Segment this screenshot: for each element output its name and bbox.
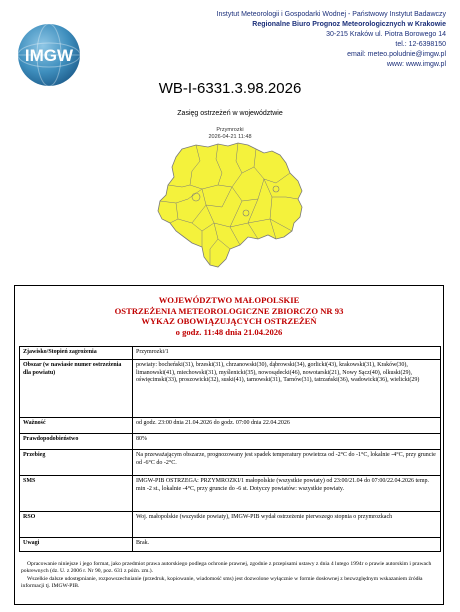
row-label: Obszar (w nawiasie numer ostrzeżenia dla powiatu)	[20, 360, 133, 418]
header-list: WYKAZ OBOWIĄZUJĄCYCH OSTRZEŻEŃ	[141, 316, 317, 326]
document-number: WB-I-6331.3.98.2026	[158, 80, 302, 97]
row-label: Ważność	[20, 418, 133, 434]
table-row	[20, 538, 441, 552]
warning-header	[15, 295, 443, 337]
row-value: Przymrozki/1	[133, 347, 441, 360]
warning-map	[130, 127, 330, 275]
scope-label: Zasięg ostrzeżeń w województwie	[177, 110, 283, 117]
row-value: powiaty: bocheński(31), brzeski(31), chrzanowski(30), dąbrowski(34), gorlicki(43), krakowski(31), Kraków(30), limanowski(41), miechowski(31), myślenicki(35), nowosądecki(46), nowotarski(21), Nowy Sącz(40), olkuski(29), oświęcimski(33), proszowicki(32), suski(41), tarnowski(31), Tarnów(31), tatrzański(36), wadowicki(36), wielicki(29)	[133, 360, 441, 418]
email[interactable]: email: meteo.poludnie@imgw.pl	[347, 51, 446, 58]
row-value: IMGW-PIB OSTRZEGA: PRZYMROZKI/1 małopolskie (wszystkie powiaty) od 23:00/21.04 do 07:00/22.04.2026 temp. min -2 st., lokalnie -4°C, przy gruncie do -6 st. Dotyczy powiatów: wszystkie powiaty.	[133, 476, 441, 512]
header-summary: OSTRZEŻENIA METEOROLOGICZNE ZBIORCZO NR 93	[114, 305, 344, 316]
warning-table	[19, 346, 441, 552]
table-row	[20, 434, 441, 450]
malopolska-region	[158, 143, 302, 267]
logo-text: IMGW	[24, 46, 74, 65]
table-row	[20, 450, 441, 476]
row-label: Przebieg	[20, 450, 133, 476]
row-label: RSO	[20, 512, 133, 538]
institute-name: Instytut Meteorologii i Gospodarki Wodnej - Państwowy Instytut Badawczy	[216, 11, 446, 18]
map-phenomenon: Przymrozki	[216, 127, 244, 133]
copyright-paragraph: Opracowanie niniejsze i jego format, jako przedmiot prawa autorskiego podlega ochronie prawnej, zgodnie z przepisami ustawy z dnia 4 lutego 1994r o prawie autorskim i prawach pokrewnych (dz. U. z 2006 r. Nr 90, poz. 631 z późn. zm.).	[21, 561, 432, 575]
header-voivodeship: WOJEWÓDZTWO MAŁOPOLSKIE	[158, 295, 300, 305]
imgw-logo	[16, 22, 82, 88]
row-label: SMS	[20, 476, 133, 512]
table-row	[20, 347, 441, 360]
row-label: Prawdopodobieństwo	[20, 434, 133, 450]
row-value: Na przeważającym obszarze, prognozowany jest spadek temperatury powietrza od -2°C do -1°C, lokalnie -4°C, przy gruncie od -6°C do -2°C.	[133, 450, 441, 476]
phone: tel.: 12-6398150	[395, 41, 446, 48]
distribution-paragraph: Wszelkie dalsze udostępnianie, rozpowszechnianie (przedruk, kopiowanie, wiadomość sms) jest dozwolone wyłącznie w formie dosłownej z bezwzględnym wskazaniem źródła informacji tj. IMGW-PIB.	[21, 575, 423, 590]
regional-office: Regionalne Biuro Prognoz Meteorologicznych w Krakowie	[252, 21, 446, 28]
row-value: Brak.	[133, 538, 441, 552]
copyright-footer	[19, 559, 437, 593]
table-row	[20, 476, 441, 512]
table-row	[20, 418, 441, 434]
table-row	[20, 512, 441, 538]
row-label: Zjawisko/Stopień zagrożenia	[20, 347, 133, 360]
row-value: 80%	[133, 434, 441, 450]
institute-info	[146, 10, 446, 70]
header-time: o godz. 11:48 dnia 21.04.2026	[175, 326, 283, 337]
address: 30-215 Kraków ul. Piotra Borowego 14	[326, 31, 446, 38]
row-value: Woj. małopolskie (wszystkie powiaty), IMGW-PIB wydał ostrzeżenie pierwszego stopnia o przymrozkach	[133, 512, 441, 538]
table-row	[20, 360, 441, 418]
voivodeship-map	[130, 127, 330, 275]
map-datetime: 2026-04-21 11:48	[208, 134, 252, 140]
row-value: od godz. 23:00 dnia 21.04.2026 do godz. 07:00 dnia 22.04.2026	[133, 418, 441, 434]
website[interactable]: www: www.imgw.pl	[386, 61, 446, 68]
warning-list-frame	[14, 285, 444, 605]
row-label: Uwagi	[20, 538, 133, 552]
